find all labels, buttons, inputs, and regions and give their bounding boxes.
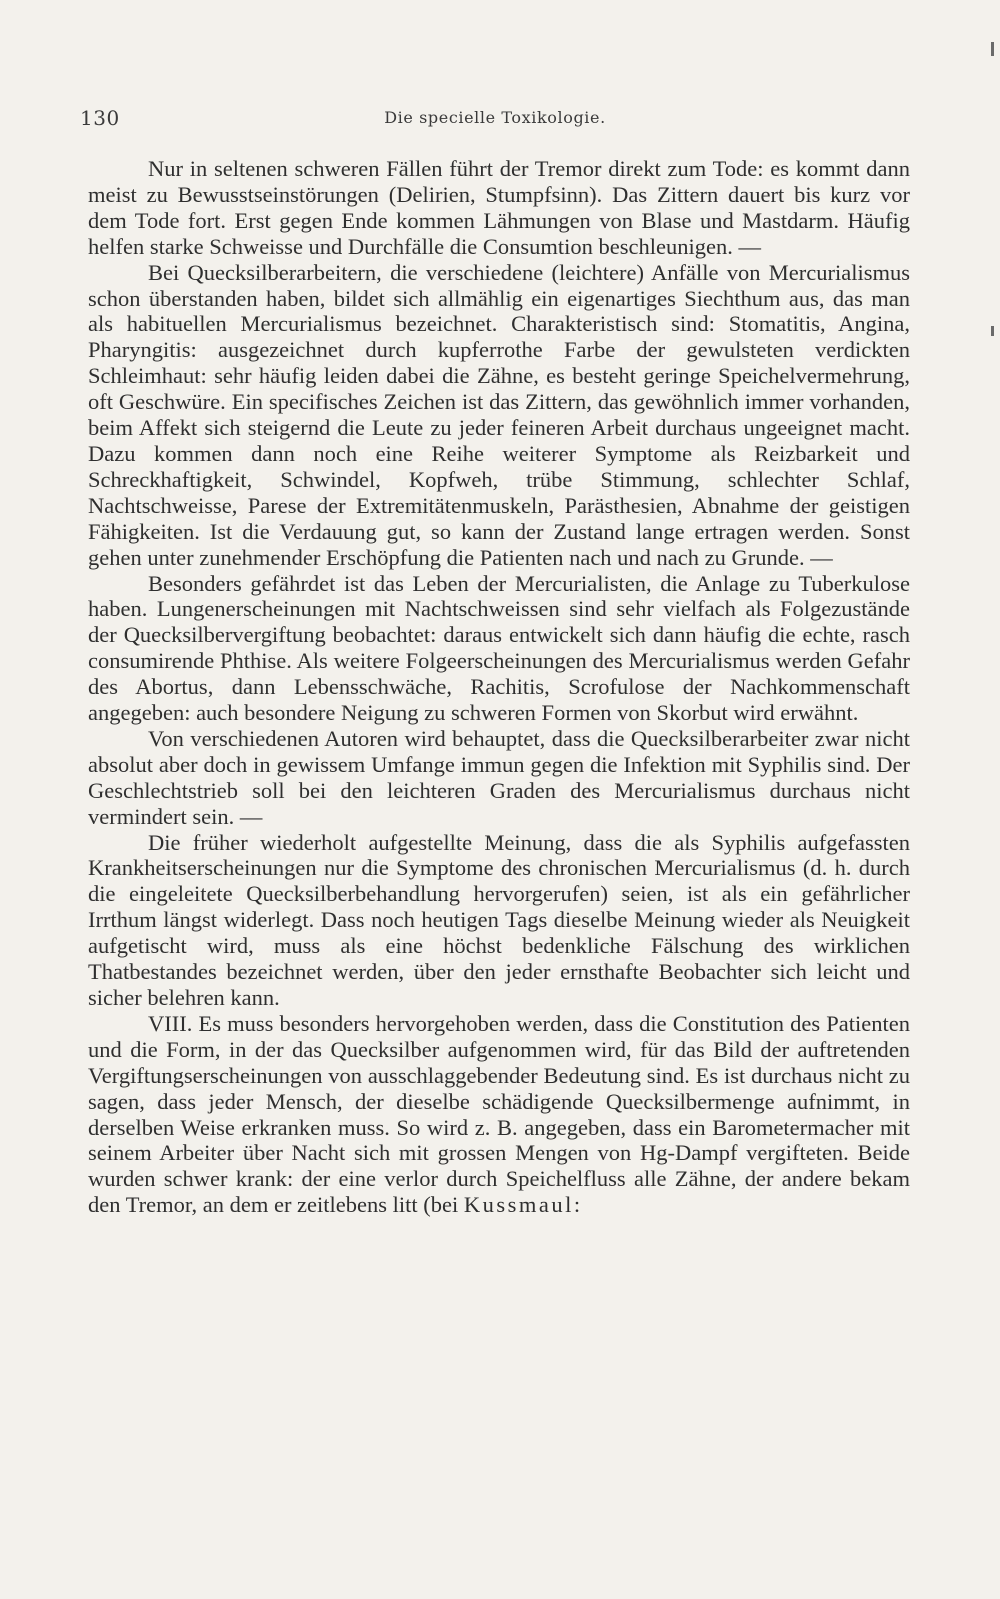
margin-mark [991,326,994,336]
paragraph: Besonders gefährdet ist das Leben der Mercurialisten, die Anlage zu Tuberkulose haben. Lungenerscheinungen mit Nachtschweissen sind sehr vielfach als Folgezustände der Quecksilbervergiftung beobachtet: daraus entwickelt sich dann häufig die echte, rasch consumirende Phthise. Als weitere Folgeerscheinungen des Mercurialismus werden Gefahr des Abortus, dann Lebensschwäche, Rachitis, Scrofulose der Nachkommenschaft angegeben: auch besondere Neigung zu schweren Formen von Skorbut wird erwähnt. [88,570,910,726]
page-header [80,104,910,134]
paragraph: Die früher wiederholt aufgestellte Meinung, dass die als Syphilis aufgefassten Krankheitserscheinungen nur die Symptome des chronischen Mercurialismus (d. h. durch die eingeleitete Quecksilberbehandlung hervorgerufen) seien, ist als ein gefährlicher Irrthum längst widerlegt. Dass noch heutigen Tags dieselbe Meinung wieder als Neuigkeit aufgetischt wird, muss als eine höchst bedenkliche Fälschung des wirklichen Thatbestandes bezeichnet werden, über den jeder ernsthafte Beobachter sich leicht und sicher belehren kann. [88,829,910,1010]
paragraph [88,1011,910,1218]
author-name: Kussmaul: [463,1192,583,1218]
paragraph: Bei Quecksilberarbeitern, die verschiedene (leichtere) Anfälle von Mercurialismus schon überstanden haben, bildet sich allmählig ein eigenartiges Siechthum aus, das man als habituellen Mercurialismus bezeichnet. Charakteristisch sind: Stomatitis, Angina, Pharyngitis: ausgezeichnet durch kupferrothe Farbe der gewulsteten verdickten Schleimhaut: sehr häufig leiden dabei die Zähne, es besteht geringe Speichelvermehrung, oft Geschwüre. Ein specifisches Zeichen ist das Zittern, das gewöhnlich immer vorhanden, beim Affekt sich steigernd die Leute zu jeder feineren Arbeit durchaus ungeeignet macht. Dazu kommen dann noch eine Reihe weiterer Symptome als Reizbarkeit und Schreckhaftigkeit, Schwindel, Kopfweh, trübe Stimmung, schlechter Schlaf, Nachtschweisse, Parese der Extremitätenmuskeln, Parästhesien, Abnahme der geistigen Fähigkeiten. Ist die Verdauung gut, so kann der Zustand lange ertragen werden. Sonst gehen unter zunehmender Erschöpfung die Patienten nach und nach zu Grunde. — [88,259,910,570]
page-number: 130 [80,106,120,130]
body-text [88,156,910,1218]
margin-mark [991,42,994,56]
running-head: Die specielle Toxikologie. [384,108,606,127]
paragraph: Nur in seltenen schweren Fällen führt der Tremor direkt zum Tode: es kommt dann meist zu Bewusstseinstörungen (Delirien, Stumpfsinn). Das Zittern dauert bis kurz vor dem Tode fort. Erst gegen Ende kommen Lähmungen von Blase und Mastdarm. Häufig helfen starke Schweisse und Durchfälle die Consumtion beschleunigen. — [88,156,910,259]
paragraph: Von verschiedenen Autoren wird behauptet, dass die Quecksilberarbeiter zwar nicht absolut aber doch in gewissem Umfange immun gegen die Infektion mit Syphilis sind. Der Geschlechtstrieb soll bei den leichteren Graden des Mercurialismus durchaus nicht vermindert sein. — [88,725,910,829]
paragraph-text: VIII. Es muss besonders hervorgehoben werden, dass die Constitution des Patienten und die Form, in der das Quecksilber aufgenommen wird, für das Bild der auftretenden Vergiftungserscheinungen von ausschlaggebender Bedeutung sind. Es ist durchaus nicht zu sagen, dass jeder Mensch, der dieselbe schädigende Quecksilbermenge aufnimmt, in derselben Weise erkranken muss. So wird z. B. angegeben, dass ein Barometermacher mit seinem Arbeiter über Nacht sich mit grossen Mengen von Hg-Dampf vergifteten. Beide wurden schwer krank: der eine verlor durch Speichelfluss alle Zähne, der andere bekam den Tremor, an dem er zeitlebens litt (bei [88,1010,910,1218]
